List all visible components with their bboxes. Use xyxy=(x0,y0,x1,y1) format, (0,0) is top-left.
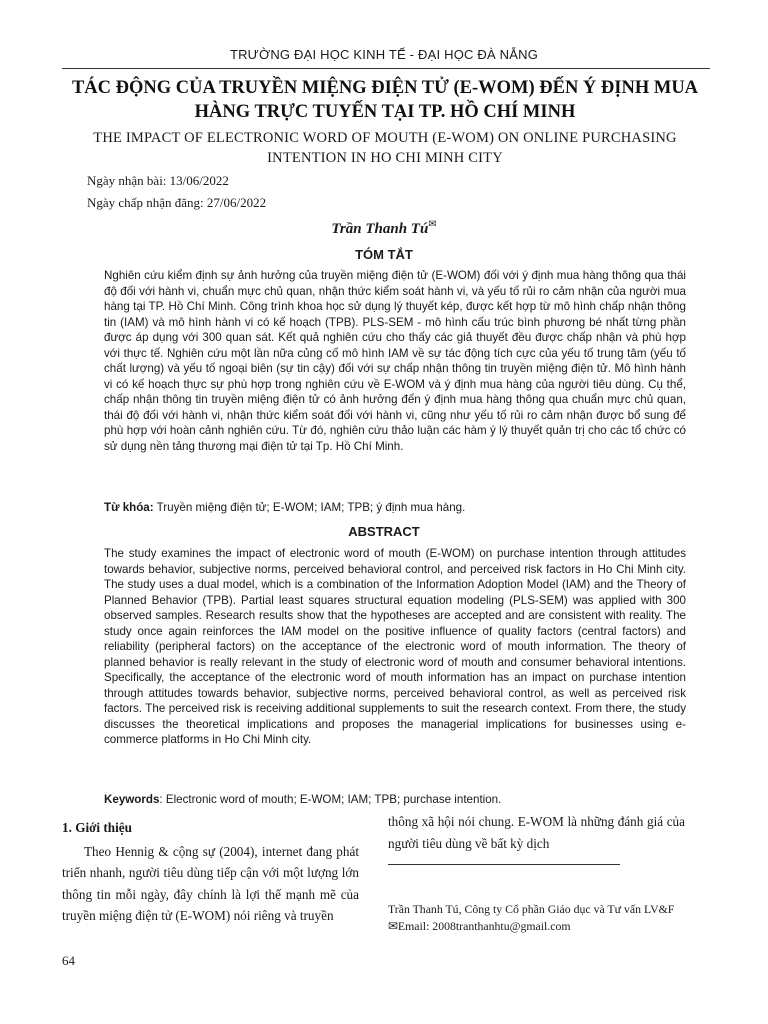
tom-tat-heading: TÓM TẮT xyxy=(355,247,413,262)
email-icon: ✉ xyxy=(388,919,398,933)
received-date: Ngày nhận bài: 13/06/2022 xyxy=(87,173,229,188)
author-email: Email: 2008tranthanhtu@gmail.com xyxy=(397,919,571,933)
intro-left-column xyxy=(62,817,359,927)
abstract-keywords xyxy=(104,792,686,808)
title-english: THE IMPACT OF ELECTRONIC WORD OF MOUTH (E-WOM) ON ONLINE PURCHASING INTENTION IN HO CHI MINH CITY xyxy=(93,130,677,166)
footnote-divider xyxy=(388,864,620,865)
abstract-keywords-text: : Electronic word of mouth; E-WOM; IAM; TPB; purchase intention. xyxy=(159,793,502,806)
author-affiliation: Trần Thanh Tú, Công ty Cổ phần Giáo dục và Tư vấn LV&F xyxy=(388,902,675,916)
tom-tat-keywords-label: Từ khóa: xyxy=(104,501,154,514)
abstract-heading: ABSTRACT xyxy=(348,524,420,539)
mail-icon: ✉ xyxy=(428,219,437,230)
author-line xyxy=(0,219,768,238)
author-footnote xyxy=(388,901,688,935)
tom-tat-keywords xyxy=(104,500,686,516)
author-name: Trần Thanh Tú xyxy=(331,221,429,237)
journal-header: TRƯỜNG ĐẠI HỌC KINH TẾ - ĐẠI HỌC ĐÀ NẴNG xyxy=(229,47,539,62)
accepted-date: Ngày chấp nhận đăng: 27/06/2022 xyxy=(87,195,267,210)
tom-tat-keywords-text: Truyền miệng điện tử; E-WOM; IAM; TPB; ý định mua hàng. xyxy=(153,501,466,514)
intro-heading: 1. Giới thiệu xyxy=(62,820,132,835)
abstract-body: The study examines the impact of electronic word of mouth (E-WOM) on purchase intention through attitudes towards behavior, subjective norms, perceived behavioral control, and perceived risk factors in Ho Chi Minh city. The study uses a dual model, which is a combination of the Information Adoption Model (IAM) and the Theory of Planned Behavior (TPB). Partial least squares structural equation modeling (PLS-SEM) was applied with 300 observed samples. Research results show that the hypotheses are accepted and are consistent with reality. The study once again reinforces the IAM model on the positive influence of quality factors (central factors) and reliability (peripheral factors) on the acceptance of the electronic word of mouth information. The theory of planned behavior is really relevant in the study of electronic word of mouth and consumer behavioral intentions. Specifically, the acceptance of the electronic word of mouth information has an impact on purchase intention through attitudes towards behavior, subjective norms, perceived behavioral control, as well as perceived risk factors. The perceived risk is receiving additional supplements to suit the research context. From there, the study discusses the theoretical implications and proposes the managerial implications for businesses using e-commerce platforms in Ho Chi Minh city. xyxy=(104,547,686,746)
tom-tat-body: Nghiên cứu kiểm định sự ảnh hưởng của truyền miệng điện tử (E-WOM) đối với ý định mua hàng thông qua thái độ đối với hành vi, chuẩn mực chủ quan, nhận thức kiểm soát hành vi, và yếu tố rủi ro cảm nhận của người mua hàng tại TP. Hồ Chí Minh. Công trình khoa học sử dụng lý thuyết kép, được kết hợp từ mô hình chấp nhận thông tin (IAM) và mô hình hành vi có kế hoạch (TPB). PLS-SEM - mô hình cấu trúc bình phương bé nhất từng phần được áp dụng với 300 quan sát. Kết quả nghiên cứu cho thấy các giả thuyết đều được chấp nhận và phù hợp với thực tế. Nghiên cứu một lần nữa củng cố mô hình IAM về sự tác động tích cực của yếu tố trung tâm (yếu tố chất lượng) và yếu tố ngoại biên (sự tin cậy) đối với sự chấp nhận thông tin truyền miệng điện tử. Mô hình hành vi có kế hoạch thực sự phù hợp trong nghiên cứu về E-WOM và ý định mua hàng của người tiêu dùng. Cụ thể, chấp nhận thông tin truyền miệng điện tử có ảnh hưởng đến ý định mua hàng thông qua chuẩn mực chủ quan, thái độ đối với hành vi, nhận thức kiểm soát đối với hành vi, cũng như yếu tố rủi ro cảm nhận được bổ sung để phù hợp với hoàn cảnh nghiên cứu. Từ đó, nghiên cứu thảo luận các hàm ý lý thuyết quản trị cho các tổ chức có sử dụng nền tảng thương mại điện tử tại Tp. Hồ Chí Minh. xyxy=(104,269,686,453)
abstract-keywords-label: Keywords xyxy=(104,793,160,806)
author-email-line xyxy=(388,918,688,935)
intro-right-column xyxy=(388,811,685,854)
intro-paragraph: Theo Hennig & cộng sự (2004), internet đang phát triển nhanh, người tiêu dùng tiếp cận với một lượng lớn thông tin mỗi ngày, đây chính là lợi thế mạnh mẽ của truyền miệng điện tử (E-WOM) nói riêng và truyền xyxy=(62,843,359,923)
header-divider xyxy=(62,68,710,69)
intro-paragraph-continued: thông xã hội nói chung. E-WOM là những đánh giá của người tiêu dùng về bất kỳ dịch xyxy=(388,814,685,851)
page-number: 64 xyxy=(62,953,75,968)
title-vietnamese: TÁC ĐỘNG CỦA TRUYỀN MIỆNG ĐIỆN TỬ (E-WOM) ĐẾN Ý ĐỊNH MUA HÀNG TRỰC TUYẾN TẠI TP. HỒ CHÍ MINH xyxy=(71,78,699,122)
